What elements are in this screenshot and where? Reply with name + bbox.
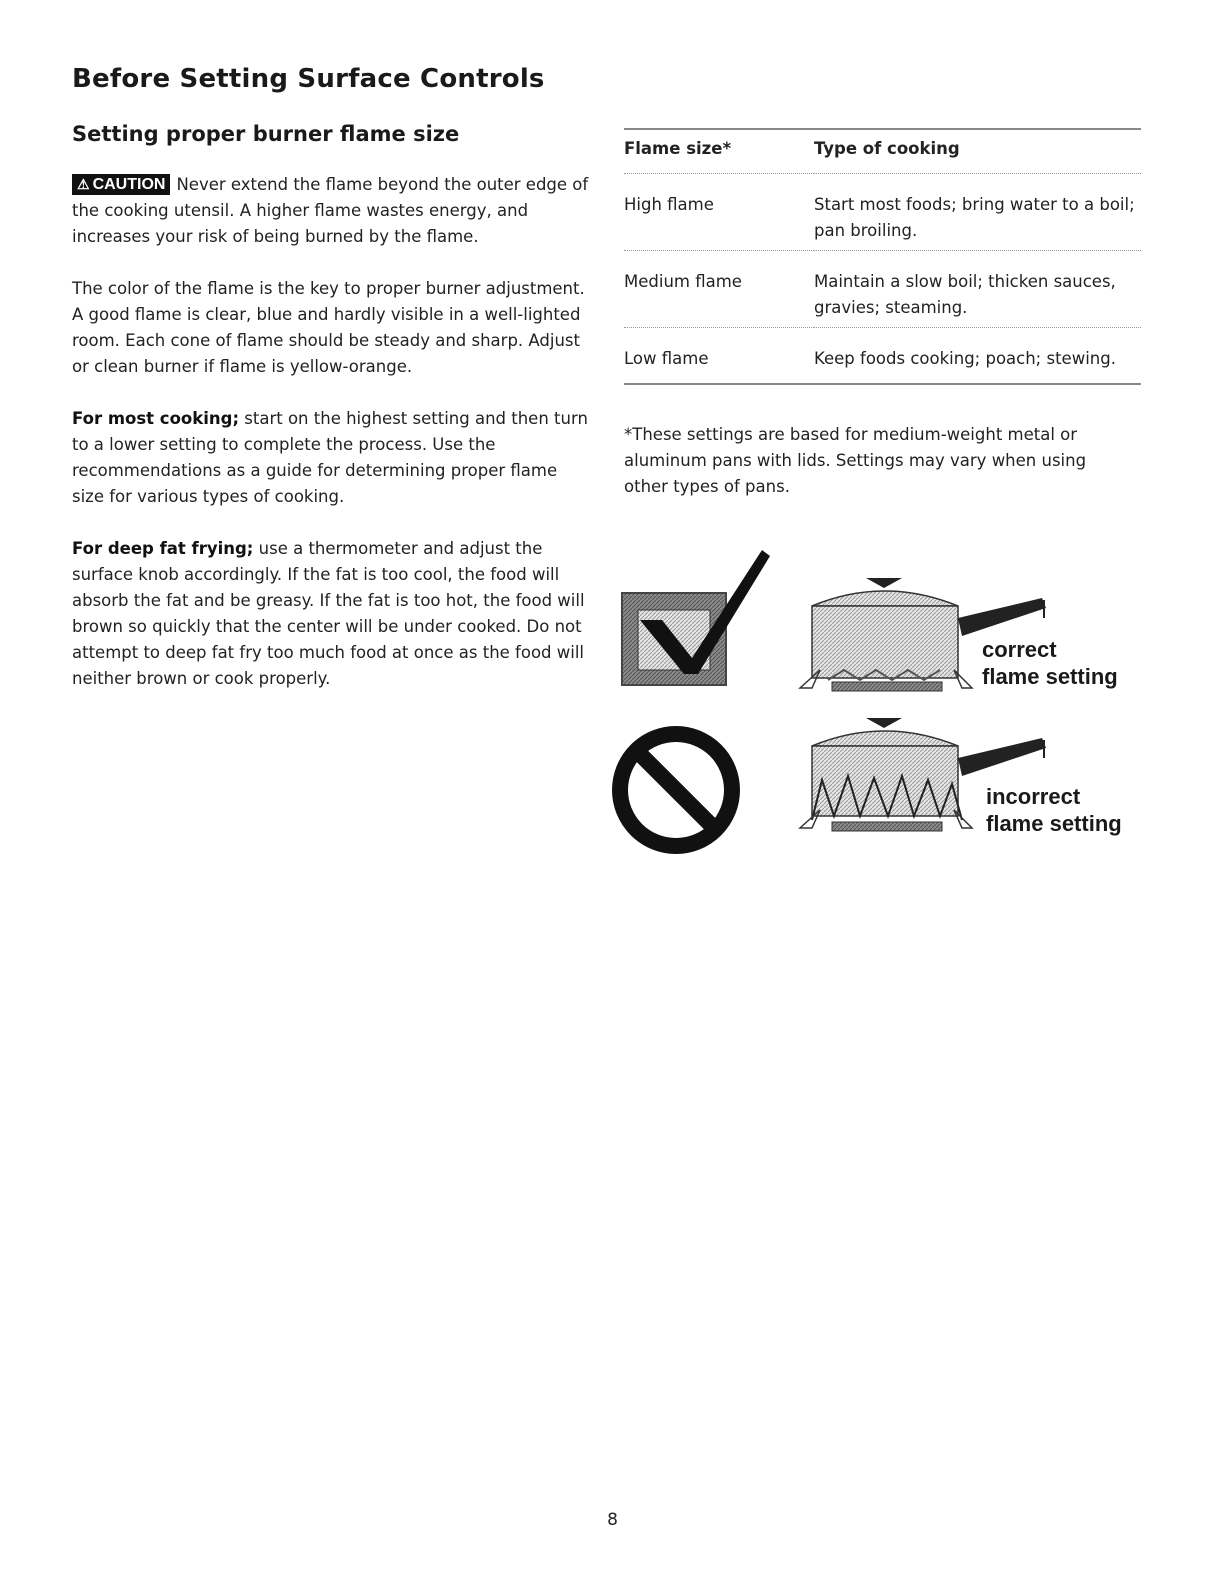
correct-label-line1: correct	[982, 637, 1057, 662]
most-cooking-text: start on the highest setting and then turn to a lower setting to complete the process. Use the recommendations as a guide for determining proper flame size for various types of cooking.	[72, 409, 588, 506]
table-row	[624, 173, 1141, 250]
page-title: Before Setting Surface Controls	[72, 64, 545, 94]
prohibited-icon	[620, 734, 732, 846]
table-cell: Medium flame	[624, 250, 814, 327]
section-title: Setting proper burner flame size	[72, 122, 460, 146]
most-cooking-lead: For most cooking;	[72, 409, 240, 428]
flame-color-paragraph: The color of the flame is the key to proper burner adjustment. A good flame is clear, blue and hardly visible in a well-lighted room. Each cone of flame should be steady and sharp. Adjust or clean burner if flame is yellow-orange.	[72, 279, 585, 376]
table-footnote: *These settings are based for medium-weight metal or aluminum pans with lids. Settings may vary when using other types of pans.	[624, 425, 1087, 496]
table-cell: Maintain a slow boil; thicken sauces, gravies; steaming.	[814, 250, 1141, 327]
table-cell: High flame	[624, 173, 814, 250]
table-cell: Keep foods cooking; poach; stewing.	[814, 327, 1141, 384]
table-cell: Start most foods; bring water to a boil; pan broiling.	[814, 173, 1141, 250]
caution-badge-label: CAUTION	[92, 176, 166, 193]
left-column	[72, 172, 592, 718]
page-number: 8	[607, 1510, 618, 1530]
table-header-row	[624, 129, 1141, 173]
incorrect-label-line1: incorrect	[986, 784, 1081, 809]
table-row	[624, 250, 1141, 327]
table-header-cell: Flame size*	[624, 129, 814, 173]
table-cell: Low flame	[624, 327, 814, 384]
table-header-cell: Type of cooking	[814, 129, 1141, 173]
correct-label	[982, 636, 1118, 690]
caution-badge	[72, 174, 170, 195]
deep-fat-text: use a thermometer and adjust the surface knob accordingly. If the fat is too cool, the food will absorb the fat and be greasy. If the fat is too hot, the food will brown so quickly that the center will be under cooked. Do not attempt to deep fat fry too much food at once as the food will neither brown or cook properly.	[72, 539, 585, 688]
correct-label-line2: flame setting	[982, 664, 1118, 689]
table-row	[624, 327, 1141, 384]
incorrect-label-line2: flame setting	[986, 811, 1122, 836]
flame-setting-figure	[612, 548, 1142, 858]
deep-fat-paragraph	[72, 536, 592, 692]
most-cooking-paragraph	[72, 406, 592, 510]
warning-triangle-icon: ⚠	[77, 176, 90, 192]
caution-paragraph	[72, 172, 592, 250]
incorrect-label	[986, 783, 1122, 837]
checkmark-icon	[622, 550, 770, 685]
caution-text: Never extend the flame beyond the outer edge of the cooking utensil. A higher flame wastes energy, and increases your risk of being burned by the flame.	[72, 175, 589, 246]
deep-fat-lead: For deep fat frying;	[72, 539, 254, 558]
flame-size-table	[624, 128, 1141, 385]
